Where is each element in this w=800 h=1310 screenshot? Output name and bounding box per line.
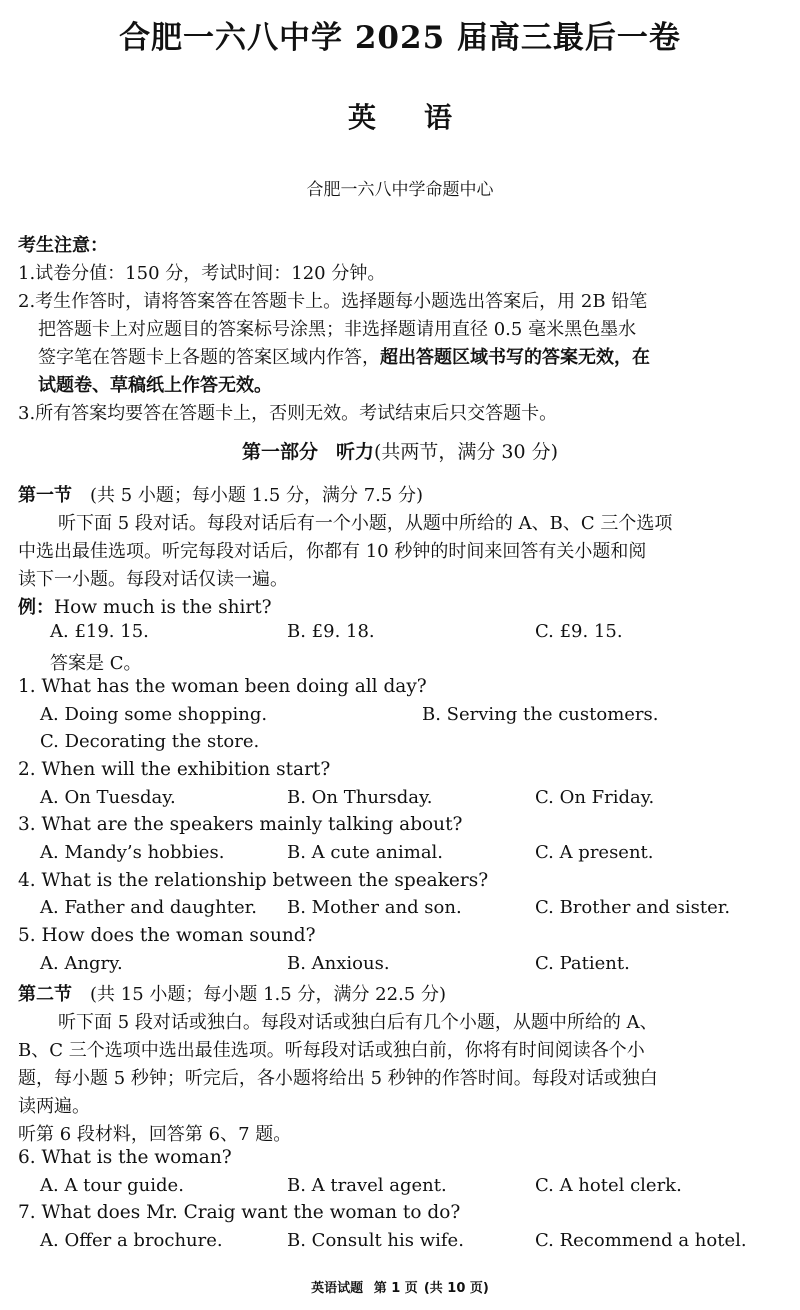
- question-5-option-a: A. Angry.: [40, 953, 123, 974]
- question-2-option-a: A. On Tuesday.: [40, 787, 176, 808]
- question-1-option-a: A. Doing some shopping.: [40, 704, 268, 725]
- section-2-instruction-line-1: 听下面 5 段对话或独白。每段对话或独白后有几个小题，从题中所给的 A、: [58, 1012, 658, 1033]
- notice-item-2-line-4: 试题卷、草稿纸上作答无效。: [38, 375, 272, 396]
- notice-item-2-line-3-normal: 签字笔在答题卡上各题的答案区域内作答，: [38, 347, 380, 368]
- question-6-option-c: C. A hotel clerk.: [535, 1175, 682, 1196]
- subject-char-2: 语: [424, 101, 453, 134]
- notice-item-1: 1.试卷分值：150 分，考试时间：120 分钟。: [18, 263, 386, 284]
- question-1-option-b: B. Serving the customers.: [422, 704, 659, 725]
- footer-page: 第 1 页: [373, 1281, 418, 1296]
- example-option-a: A. £19. 15.: [50, 621, 149, 642]
- section-1-heading: 第一节: [18, 485, 72, 506]
- question-5-option-c: C. Patient.: [535, 953, 630, 974]
- page-footer: [0, 1277, 800, 1296]
- question-3-option-b: B. A cute animal.: [287, 842, 444, 863]
- question-2-option-b: B. On Thursday.: [287, 787, 433, 808]
- example-option-b: B. £9. 18.: [287, 621, 375, 642]
- subject-title: [0, 96, 800, 136]
- question-3-option-c: C. A present.: [535, 842, 654, 863]
- part-1-name: 听力: [335, 441, 374, 463]
- section-2-instruction-line-4: 读两遍。: [18, 1096, 90, 1117]
- question-7-option-b: B. Consult his wife.: [287, 1230, 464, 1251]
- section-2-heading: 第二节: [18, 984, 72, 1005]
- question-6: 6. What is the woman?: [18, 1147, 232, 1168]
- question-3-option-a: A. Mandy’s hobbies.: [40, 842, 225, 863]
- question-6-option-b: B. A travel agent.: [287, 1175, 447, 1196]
- section-1-instruction-line-3: 读下一小题。每段对话仅读一遍。: [18, 569, 288, 590]
- section-2-instruction-line-3: 题，每小题 5 秒钟；听完后，各小题将给出 5 秒钟的作答时间。每段对话或独白: [18, 1068, 658, 1089]
- question-3: 3. What are the speakers mainly talking about?: [18, 814, 463, 835]
- notice-item-3: 3.所有答案均要答在答题卡上，否则无效。考试结束后只交答题卡。: [18, 403, 558, 424]
- question-7: 7. What does Mr. Craig want the woman to do?: [18, 1202, 461, 1223]
- question-4-option-b: B. Mother and son.: [287, 897, 462, 918]
- example-question-text: How much is the shirt?: [54, 597, 272, 618]
- issuer-line: 合肥一六八中学命题中心: [306, 180, 494, 200]
- example-question: [18, 593, 272, 619]
- footer-total: (共 10 页): [423, 1281, 489, 1296]
- section-1-instruction-line-2: 中选出最佳选项。听完每段对话后，你都有 10 秒钟的时间来回答有关小题和阅: [18, 541, 647, 562]
- page-title: 合肥一六八中学 2025 届高三最后一卷: [119, 20, 681, 56]
- part-1-title: [0, 437, 800, 464]
- notice-item-2-line-3: [38, 343, 650, 369]
- section-2-instruction-line-2: B、C 三个选项中选出最佳选项。听每段对话或独白前，你将有时间阅读各个小: [18, 1040, 645, 1061]
- question-2-option-c: C. On Friday.: [535, 787, 655, 808]
- question-4: 4. What is the relationship between the speakers?: [18, 870, 489, 891]
- section-2-detail: (共 15 小题；每小题 1.5 分，满分 22.5 分): [90, 984, 446, 1005]
- section-1-header: [18, 481, 423, 507]
- part-1-detail: (共两节，满分 30 分): [373, 441, 559, 463]
- section-1-detail: (共 5 小题；每小题 1.5 分，满分 7.5 分): [90, 485, 424, 506]
- example-answer: 答案是 C。: [50, 653, 142, 674]
- question-7-option-a: A. Offer a brochure.: [40, 1230, 223, 1251]
- part-1-main: 第一部分: [241, 441, 318, 463]
- notice-item-2-line-3-bold: 超出答题区域书写的答案无效，在: [380, 347, 650, 368]
- question-5-option-b: B. Anxious.: [287, 953, 390, 974]
- material-6-heading: 听第 6 段材料，回答第 6、7 题。: [18, 1124, 292, 1145]
- question-4-option-c: C. Brother and sister.: [535, 897, 731, 918]
- subject-char-1: 英: [347, 101, 376, 134]
- notice-item-2-line-1: 2.考生作答时，请将答案答在答题卡上。选择题每小题选出答案后，用 2B 铅笔: [18, 291, 648, 312]
- footer-subject: 英语试题: [311, 1281, 364, 1296]
- section-1-instruction-line-1: 听下面 5 段对话。每段对话后有一个小题，从题中所给的 A、B、C 三个选项: [58, 513, 673, 534]
- question-6-option-a: A. A tour guide.: [40, 1175, 184, 1196]
- question-7-option-c: C. Recommend a hotel.: [535, 1230, 747, 1251]
- question-4-option-a: A. Father and daughter.: [40, 897, 258, 918]
- question-2: 2. When will the exhibition start?: [18, 759, 331, 780]
- section-2-header: [18, 980, 446, 1006]
- example-option-c: C. £9. 15.: [535, 621, 623, 642]
- notice-item-2-line-2: 把答题卡上对应题目的答案标号涂黑；非选择题请用直径 0.5 毫米黑色墨水: [38, 319, 637, 340]
- question-1-option-c: C. Decorating the store.: [40, 731, 260, 752]
- example-label: 例：: [18, 597, 54, 618]
- question-1: 1. What has the woman been doing all day?: [18, 676, 427, 697]
- notice-heading: 考生注意：: [18, 235, 108, 256]
- question-5: 5. How does the woman sound?: [18, 925, 316, 946]
